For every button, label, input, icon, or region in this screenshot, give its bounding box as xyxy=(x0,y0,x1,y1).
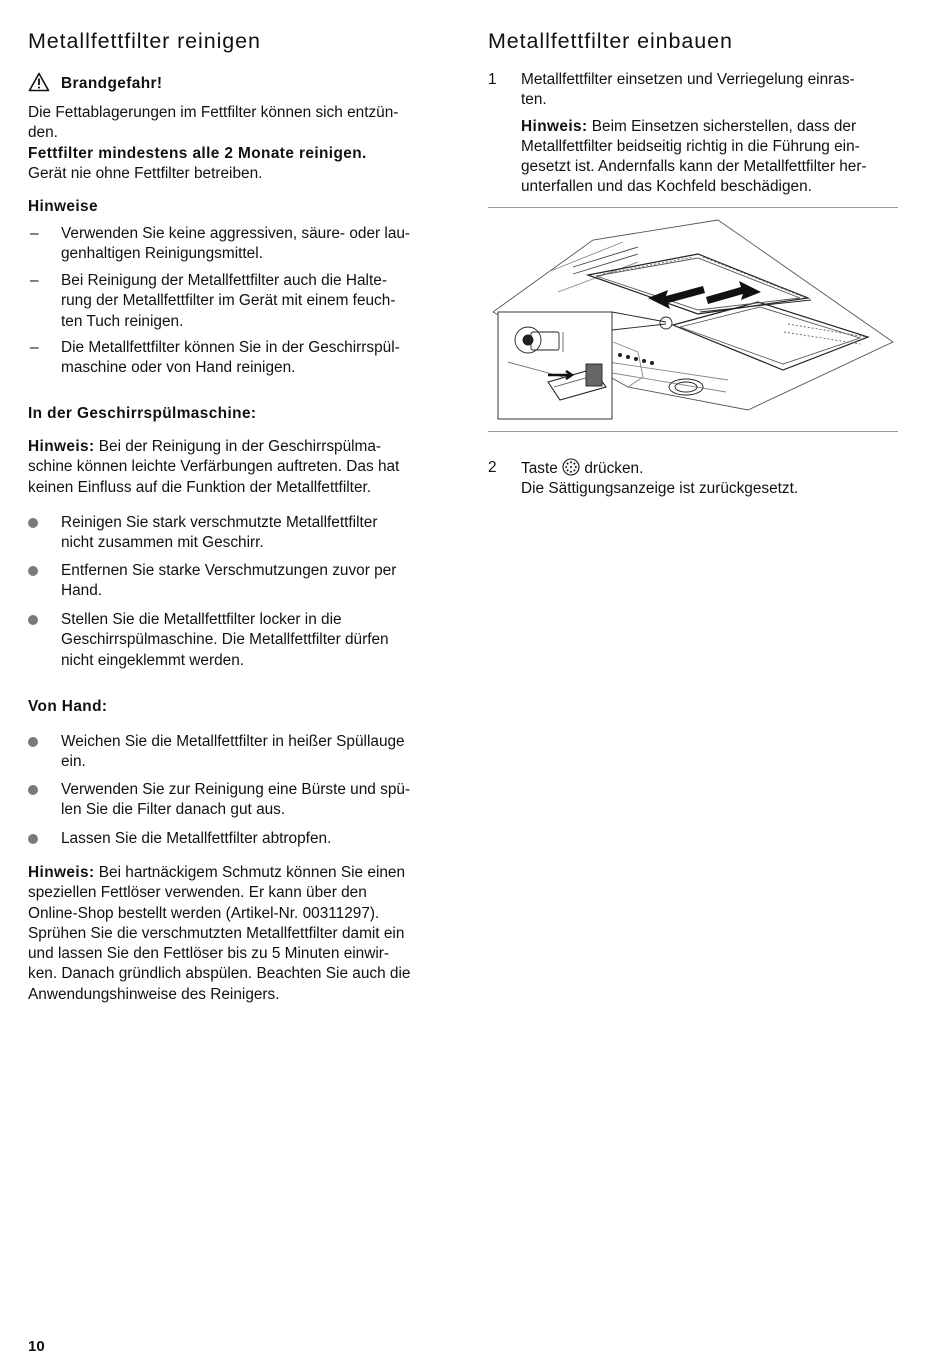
by-hand-note: Hinweis: Bei hartnäckigem Schmutz können Sie einen speziellen Fettlöser verwenden. Er kann über den Online-Shop bestellt werden (Artikel-Nr. 00311297). Sprühen Sie die verschmutzten Metallfettfilter damit ein und lassen Sie den Fettlöser bis zu 5 Minuten einwir- ken. Danach gründlich abspülen. Beachten Sie auch die Anwendungshinweise des Reinigers. xyxy=(28,864,411,1003)
dash-marker: – xyxy=(30,272,39,289)
section-title-cleaning: Metallfettfilter reinigen xyxy=(28,29,261,53)
list-item xyxy=(28,271,453,332)
reset-button-icon xyxy=(562,458,580,476)
dishwasher-note-line-1: Bei der Reinigung in der Geschirrspülma- xyxy=(94,438,382,455)
step-2 xyxy=(488,458,900,500)
warning-instruction: Fettfilter mindestens alle 2 Monate reinigen. xyxy=(28,145,367,162)
dishwasher-note-line-3: keinen Einfluss auf die Funktion der Metallfettfilter. xyxy=(28,478,372,496)
list-item xyxy=(28,561,453,602)
warning-rule: Gerät nie ohne Fettfilter betreiben. xyxy=(28,165,263,182)
dash-marker: – xyxy=(30,225,39,242)
bullet-icon xyxy=(28,737,38,747)
divider xyxy=(488,207,898,208)
dishwasher-note-line-2: schine können leichte Verfärbungen auftreten. Das hat xyxy=(28,458,400,476)
dishwasher-heading: In der Geschirrspülmaschine: xyxy=(28,405,257,422)
list-item xyxy=(28,829,453,849)
step-1-note: Hinweis: Beim Einsetzen sicherstellen, dass der Metallfettfilter beidseitig richtig in die Führung ein- gesetzt ist. Andernfalls kann der Metallfettfilter her- unterfallen und das Kochfeld beschädigen. xyxy=(521,117,867,196)
divider xyxy=(488,431,898,432)
list-item xyxy=(28,732,453,773)
step-1 xyxy=(488,70,900,198)
list-item xyxy=(28,338,453,379)
section-title-install: Metallfettfilter einbauen xyxy=(488,29,733,53)
bullet-icon xyxy=(28,566,38,576)
warning-triangle-icon xyxy=(28,72,50,92)
list-item-text: Die Metallfettfilter können Sie in der Geschirrspül- maschine oder von Hand reinigen. xyxy=(61,339,400,377)
list-item-text: Entfernen Sie starke Verschmutzungen zuvor per Hand. xyxy=(61,562,397,600)
by-hand-heading: Von Hand: xyxy=(28,698,108,715)
warning-heading: Brandgefahr! xyxy=(61,75,163,92)
step-2-text: Taste drücken. Die Sättigungsanzeige ist zurückgesetzt. xyxy=(521,460,799,498)
step-number: 1 xyxy=(488,71,497,88)
bullet-icon xyxy=(28,834,38,844)
warning-text: Die Fettablagerungen im Fettfilter können sich entzün- den. xyxy=(28,104,399,142)
bullet-icon xyxy=(28,785,38,795)
list-item xyxy=(28,780,453,821)
list-item-text: Lassen Sie die Metallfettfilter abtropfen. xyxy=(61,830,332,847)
bullet-icon xyxy=(28,518,38,528)
hinweise-heading: Hinweise xyxy=(28,198,98,215)
list-item-text: Weichen Sie die Metallfettfilter in heißer Spüllauge ein. xyxy=(61,733,405,771)
list-item-text: Bei Reinigung der Metallfettfilter auch die Halte- rung der Metallfettfilter im Gerät mit einem feuch- ten Tuch reinigen. xyxy=(61,272,396,330)
list-item-text: Stellen Sie die Metallfettfilter locker in die Geschirrspülmaschine. Die Metallfettfilter dürfen nicht eingeklemmt werden. xyxy=(61,611,389,669)
filter-installation-illustration xyxy=(488,212,900,427)
dash-marker: – xyxy=(30,339,39,356)
step-1-text: Metallfettfilter einsetzen und Verriegelung einras- ten. xyxy=(521,71,855,109)
list-item xyxy=(28,224,453,265)
list-item-text: Verwenden Sie keine aggressiven, säure- oder lau- genhaltigen Reinigungsmittel. xyxy=(61,225,411,263)
page-number: 10 xyxy=(28,1338,45,1355)
list-item xyxy=(28,610,453,671)
list-item xyxy=(28,513,453,554)
list-item-text: Verwenden Sie zur Reinigung eine Bürste und spü- len Sie die Filter danach gut aus. xyxy=(61,781,411,819)
list-item-text: Reinigen Sie stark verschmutzte Metallfettfilter nicht zusammen mit Geschirr. xyxy=(61,514,378,552)
step-number: 2 xyxy=(488,459,497,476)
bullet-icon xyxy=(28,615,38,625)
dishwasher-note: Hinweis: Bei der Reinigung in der Geschirrspülma- schine können leichte Verfärbungen auftreten. Das hat keinen Einfluss auf die Funktion der Metallfettfilter. xyxy=(28,438,400,496)
